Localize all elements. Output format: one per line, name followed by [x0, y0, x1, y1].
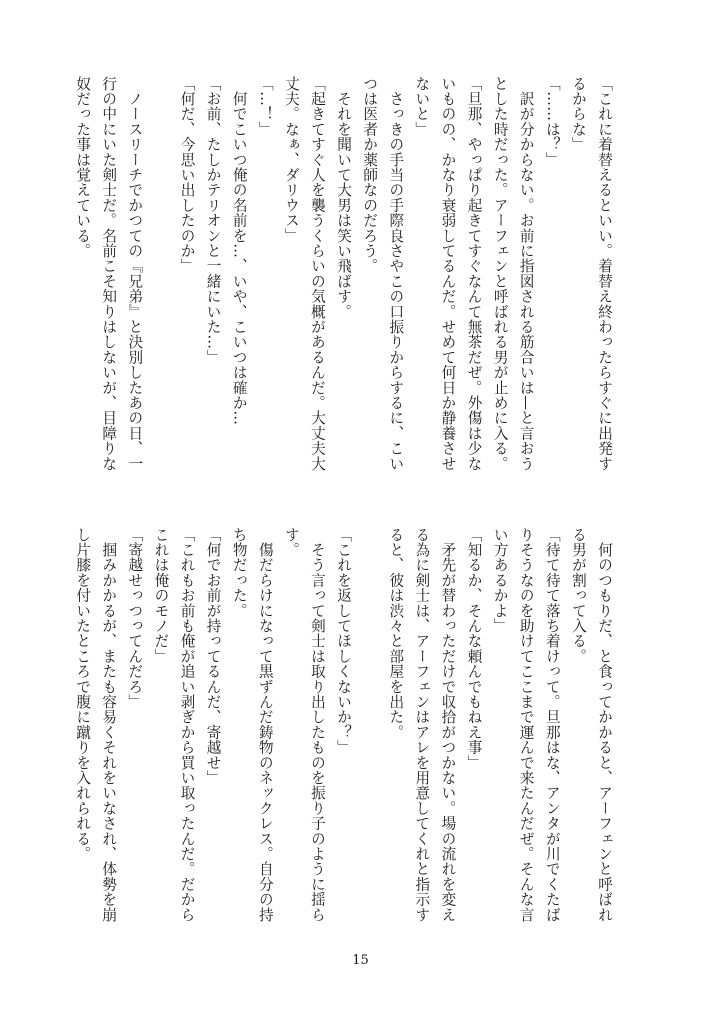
text-line: 「知るか、そんな頼んでもねえ事」: [465, 527, 483, 771]
text-line: とした時だった。アーフェンと呼ばれる男が止めに入る。: [491, 76, 509, 472]
text-line: し片膝を付いたところで腹に蹴りを入れられる。: [74, 527, 92, 862]
text-line: 訳が分からない。お前に指図される筋合いは—と言おう: [517, 76, 535, 472]
text-block-top: [69, 76, 617, 506]
text-line: ち物だった。: [230, 527, 248, 619]
text-line: 「旦那、やっぱり起きてすぐなんて無茶だぜ。外傷は少な: [465, 76, 483, 472]
text-line: これは俺のモノだ」: [152, 527, 170, 664]
text-line: 矛先が替わっただけで収拾がつかない。場の流れを変え: [439, 527, 457, 923]
text-line: 「…！」: [256, 76, 274, 137]
text-line: る男が割って入る。: [569, 527, 587, 664]
text-line: い方あるかよ」: [491, 527, 509, 634]
text-line: 「待て待て落ち着けって。旦那はな、アンタが川でくたば: [543, 527, 561, 923]
text-line: ノースリーチでかつての『兄弟』と決別したあの日、一: [126, 76, 144, 472]
text-line: 何のつもりだ、と食ってかかると、アーフェンと呼ばれ: [596, 527, 613, 923]
text-line: 「これもお前も俺が追い剥ぎから買い取ったんだ。だから: [178, 527, 196, 923]
text-line: そう言って剣士は取り出したものを振り子のように揺ら: [308, 527, 326, 923]
text-line: 「起きてすぐ人を襲うくらいの気概があるんだ。大丈夫大: [308, 76, 326, 472]
text-line: 「何でお前が持ってるんだ、寄越せ」: [204, 527, 222, 786]
text-line: さっきの手当の手際良さやこの口振りからするに、こい: [387, 76, 405, 472]
page-number: 15: [352, 953, 369, 968]
text-line: [147, 76, 173, 506]
text-line: いものの、かなり衰弱してるんだ。せめて何日か静養させ: [439, 76, 457, 472]
text-line: る為に剣士は、アーフェンはアレを用意してくれと指示す: [413, 527, 431, 923]
text-line: 「お前、たしかテリオンと一緒にいた…」: [204, 76, 222, 365]
text-line: 「寄越せっつってんだろ」: [126, 527, 144, 710]
text-line: るからな」: [569, 76, 587, 152]
text-line: 「これに着替えるといい。着替え終わったらすぐに出発す: [596, 76, 613, 472]
text-block-bottom: [69, 527, 617, 957]
text-line: ないと」: [413, 76, 431, 137]
text-line: 行の中にいた剣士だ。名前こそ知りはしないが、目障りな: [100, 76, 118, 472]
text-line: つは医者か薬師なのだろう。: [361, 76, 379, 274]
text-line: 奴だった事は覚えている。: [74, 76, 92, 259]
text-line: 掴みかかるが、またも容易くそれをいなされ、体勢を崩: [100, 527, 118, 923]
text-line: 「……は？」: [543, 76, 561, 168]
text-line: りそうなのを助けてここまで運んで来たんだぜ。そんな言: [517, 527, 535, 923]
text-line: ると、彼は渋々と部屋を出た。: [387, 527, 405, 740]
text-line: 「これを返してほしくないか？」: [335, 527, 353, 755]
text-line: それを聞いて大男は笑い飛ばす。: [335, 76, 353, 320]
text-line: 丈夫。なぁ、ダリウス」: [282, 76, 300, 244]
text-line: す。: [282, 527, 300, 558]
text-line: 傷だらけになって黒ずんだ鋳物のネックレス。自分の持: [256, 527, 274, 923]
text-line: 「何だ、今思い出したのか」: [178, 76, 196, 274]
text-line: 何でこいつ俺の名前を…、いや、こいつは確か…: [230, 76, 248, 426]
text-line: [356, 527, 382, 957]
